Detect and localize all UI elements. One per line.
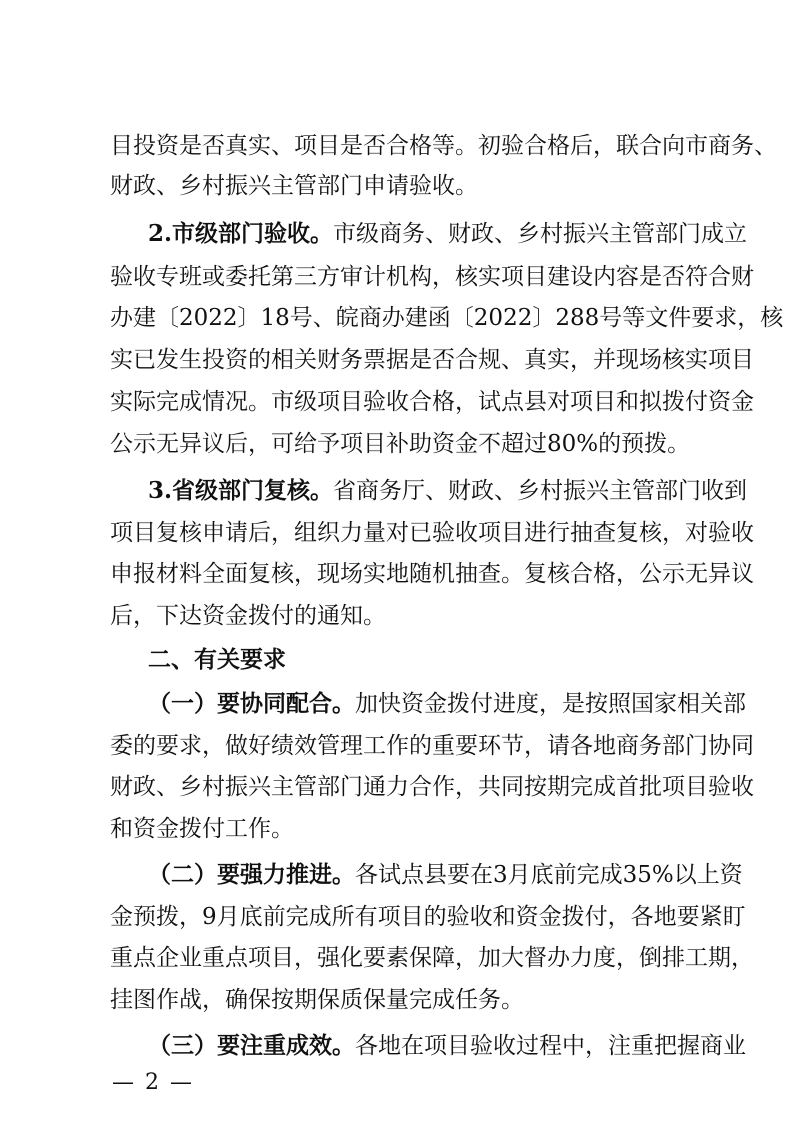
text-line: 重点企业重点项目，强化要素保障，加大督办力度，倒排工期， [110,945,754,971]
paragraph-title: （一）要协同配合。 [148,690,355,717]
paragraph-text: 各地在项目验收过程中，注重把握商业 [355,1033,746,1059]
text-line: 实已发生投资的相关财务票据是否合规、真实，并现场核实项目 [110,347,754,373]
page-number: — 2 — [112,1070,194,1095]
paragraph-text: 加快资金拨付进度，是按照国家相关部 [355,691,746,717]
text-line: 项目复核申请后，组织力量对已验收项目进行抽查复核，对验收 [110,520,754,546]
text-line: 验收专班或委托第三方审计机构，核实项目建设内容是否符合财 [110,264,754,290]
text-line: 挂图作战，确保按期保质保量完成任务。 [110,987,524,1013]
paragraph-coordination [148,684,746,724]
paragraph-title: 2.市级部门验收。 [148,220,334,247]
text-line: 财政、乡村振兴主管部门申请验收。 [110,173,478,199]
text-line: 和资金拨付工作。 [110,816,294,842]
text-line: 委的要求，做好绩效管理工作的重要环节，请各地商务部门协同 [110,733,754,759]
paragraph-title: （三）要注重成效。 [148,1032,355,1059]
paragraph-municipal-acceptance [148,214,748,254]
paragraph-title: （二）要强力推进。 [148,861,355,888]
paragraph-title: 3.省级部门复核。 [148,477,334,504]
text-line: 实际完成情况。市级项目验收合格，试点县对项目和拟拨付资金 [110,389,754,415]
text-line: 后，下达资金拨付的通知。 [110,603,386,629]
text-line: 金预拨，9月底前完成所有项目的验收和资金拨付，各地要紧盯 [110,904,746,930]
paragraph-text: 各试点县要在3月底前完成35%以上资 [355,862,743,888]
section-heading: 二、有关要求 [148,646,286,673]
paragraph-text: 省商务厅、财政、乡村振兴主管部门收到 [333,478,748,504]
text-line: 财政、乡村振兴主管部门通力合作，共同按期完成首批项目验收 [110,774,754,800]
text-line: 办建〔2022〕18号、皖商办建函〔2022〕288号等文件要求，核 [110,305,784,331]
text-line: 目投资是否真实、项目是否合格等。初验合格后，联合向市商务、 [110,133,777,159]
text-line: 申报材料全面复核，现场实地随机抽查。复核合格，公示无异议 [110,561,754,587]
paragraph-promotion [148,855,743,895]
text-line: 公示无异议后，可给予项目补助资金不超过80%的预拨。 [110,431,691,457]
paragraph-text: 市级商务、财政、乡村振兴主管部门成立 [333,221,748,247]
paragraph-provincial-review [148,471,748,511]
paragraph-effectiveness [148,1026,746,1066]
